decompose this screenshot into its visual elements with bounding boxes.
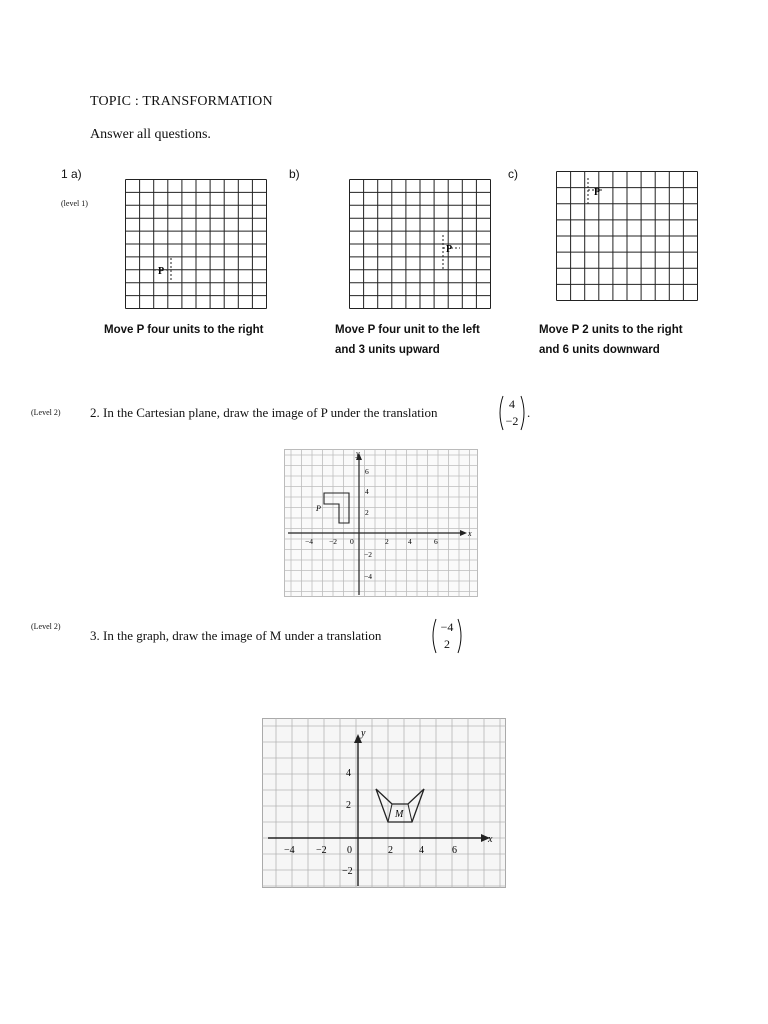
shape-p-label: P — [316, 504, 321, 513]
question-1-level: (level 1) — [61, 199, 88, 208]
x-axis-label: x — [468, 529, 472, 538]
shape-m-label: M — [395, 809, 404, 820]
y-tick-label: 2 — [346, 800, 351, 811]
question-2-trailing: . — [527, 405, 531, 420]
x-tick-label: 0 — [350, 537, 354, 546]
x-tick-label: −4 — [305, 537, 313, 546]
question-2-vector — [497, 394, 527, 432]
y-axis-label: y — [361, 728, 366, 739]
question-1b-label: b) — [289, 167, 300, 181]
y-tick-label: 2 — [365, 508, 369, 517]
caption-1b-line1: Move P four unit to the left — [335, 324, 480, 336]
x-tick-label: 2 — [388, 845, 393, 856]
grid-lines — [350, 180, 491, 309]
caption-1a: Move P four units to the right — [104, 324, 264, 336]
x-tick-label: 4 — [408, 537, 412, 546]
y-tick-label: 4 — [346, 768, 351, 779]
grid-lines — [557, 172, 698, 301]
x-tick-label: 2 — [385, 537, 389, 546]
vector-brackets — [497, 394, 527, 432]
caption-1b — [335, 320, 480, 360]
question-1a-number: 1 a) — [61, 167, 82, 181]
x-tick-label: 6 — [434, 537, 438, 546]
x-tick-label: 4 — [419, 845, 424, 856]
x-tick-label: −2 — [329, 537, 337, 546]
x-tick-label: 0 — [347, 845, 352, 856]
grid-1a — [124, 178, 268, 310]
vector-top: 4 — [509, 397, 515, 411]
y-axis-label: y — [356, 449, 360, 458]
caption-1c — [539, 320, 683, 360]
grid-1c — [555, 170, 699, 302]
grid-lines — [126, 180, 267, 309]
y-tick-label: 4 — [365, 487, 369, 496]
graph-q3 — [262, 718, 506, 888]
caption-1c-line1: Move P 2 units to the right — [539, 324, 683, 336]
point-p-label: P — [446, 244, 453, 255]
question-1c-label: c) — [508, 167, 518, 181]
x-tick-label: −4 — [284, 845, 295, 856]
vector-bottom: 2 — [444, 637, 450, 651]
point-p-label: P — [158, 266, 165, 277]
question-3-level: (Level 2) — [31, 622, 61, 631]
grid-1b — [348, 178, 492, 310]
y-tick-label: −4 — [364, 572, 372, 581]
y-tick-label: −2 — [364, 550, 372, 559]
y-tick-label: 6 — [365, 467, 369, 476]
caption-1b-line2: and 3 units upward — [335, 344, 440, 356]
vector-bottom: −2 — [505, 414, 519, 428]
question-2-text: 2. In the Cartesian plane, draw the image of P under the translation — [90, 405, 438, 420]
x-tick-label: −2 — [316, 845, 327, 856]
vector-brackets — [430, 617, 464, 655]
instruction-text: Answer all questions. — [90, 127, 211, 142]
y-tick-label: −2 — [342, 866, 353, 877]
question-3-vector — [430, 617, 464, 655]
graph-frame — [263, 719, 506, 888]
x-axis-label: x — [488, 834, 493, 845]
question-3-text: 3. In the graph, draw the image of M under a translation — [90, 628, 382, 643]
question-2-level: (Level 2) — [31, 408, 61, 417]
x-tick-label: 6 — [452, 845, 457, 856]
vector-top: −4 — [440, 620, 454, 634]
caption-1c-line2: and 6 units downward — [539, 344, 660, 356]
topic-title: TOPIC : TRANSFORMATION — [90, 94, 273, 109]
point-p-label: P — [594, 187, 601, 198]
graph-q2 — [284, 449, 478, 597]
